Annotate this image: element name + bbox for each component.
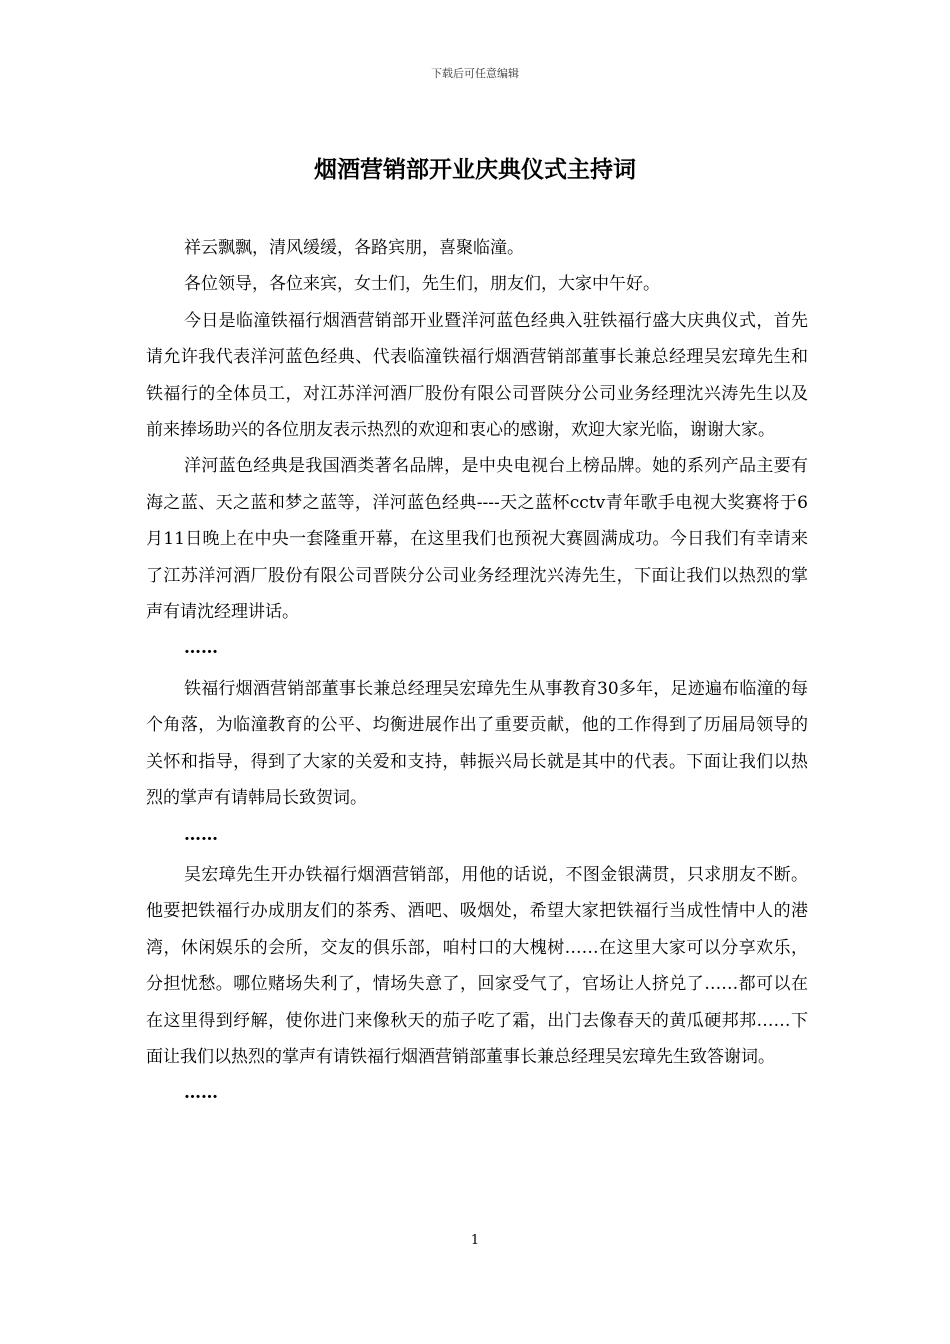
ellipsis-2: …… <box>184 824 218 845</box>
ellipsis-3: …… <box>184 1083 218 1104</box>
paragraph-chairman-intro: 铁福行烟酒营销部董事长兼总经理吴宏璋先生从事教育30多年，足迹遍布临潼的每个角落，为临潼教育的公平、均衡进展作出了重要贡献，他的工作得到了历届局领导的关怀和指导，得到了大家的关爱和支持，韩振兴局长就是其中的代表。下面让我们以热烈的掌声有请韩局长致贺词。 <box>146 678 808 809</box>
header-note: 下载后可任意编辑 <box>431 67 519 80</box>
paragraph-brand-intro: 洋河蓝色经典是我国酒类著名品牌，是中央电视台上榜品牌。她的系列产品主要有海之蓝、天之蓝和梦之蓝等，洋河蓝色经典----天之蓝杯cctv青年歌手电视大奖赛将于6月11日晚上在中央一套隆重开幕，在这里我们也预祝大赛圆满成功。今日我们有幸请来了江苏洋河酒厂股份有限公司晋陕分公司业务经理沈兴涛先生，下面让我们以热烈的掌声有请沈经理讲话。 <box>146 456 808 623</box>
paragraph-opening: 今日是临潼铁福行烟酒营销部开业暨洋河蓝色经典入驻铁福行盛大庆典仪式，首先请允许我代表洋河蓝色经典、代表临潼铁福行烟酒营销部董事长兼总经理吴宏璋先生和铁福行的全体员工，对江苏洋河酒厂股份有限公司晋陕分公司业务经理沈兴涛先生以及前来捧场助兴的各位朋友表示热烈的欢迎和衷心的感谢，欢迎大家光临，谢谢大家。 <box>146 310 808 441</box>
paragraph-greeting-2: 各位领导，各位来宾，女士们，先生们，朋友们，大家中午好。 <box>184 274 660 295</box>
page-number: 1 <box>470 1233 480 1248</box>
paragraph-greeting-1: 祥云飘飘，清风缓缓，各路宾朋，喜聚临潼。 <box>184 238 524 258</box>
document-body <box>146 230 808 1112</box>
paragraph-closing: 吴宏璋先生开办铁福行烟酒营销部，用他的话说，不图金银满贯，只求朋友不断。他要把铁福行办成朋友们的茶秀、酒吧、吸烟处，希望大家把铁福行当成性情中人的港湾，休闲娱乐的会所，交友的俱乐部，咱村口的大槐树……在这里大家可以分享欢乐，分担忧愁。哪位赌场失利了，情场失意了，回家受气了，官场让人挤兑了……都可以在在这里得到纾解，使你进门来像秋天的茄子吃了霜，出门去像春天的黄瓜硬邦邦……下面让我们以热烈的掌声有请铁福行烟酒营销部董事长兼总经理吴宏璋先生致答谢词。 <box>146 864 808 1067</box>
ellipsis-1: …… <box>184 638 218 659</box>
document-title: 烟酒营销部开业庆典仪式主持词 <box>314 157 636 183</box>
